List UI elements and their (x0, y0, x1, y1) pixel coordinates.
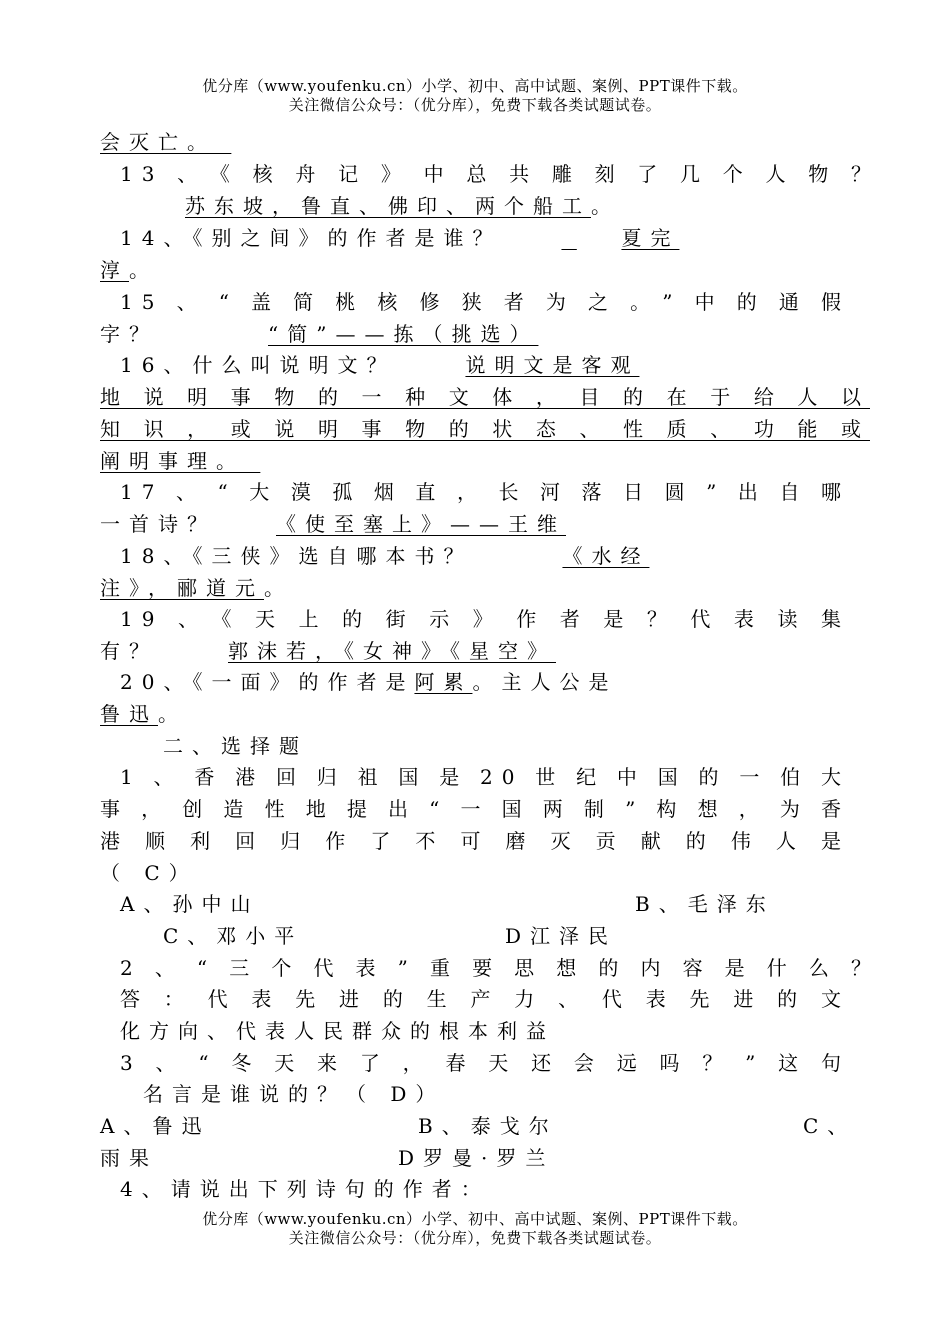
footer-line-1: 优分库（www.youfenku.cn）小学、初中、高中试题、案例、PPT课件下载。 (202, 1210, 748, 1228)
c1-line-3: 港顺利回归作了不可磨灭贡献的伟人是 (100, 829, 850, 853)
c2-answer-2: 化方向、代表人民群众的根本利益 (120, 1019, 555, 1043)
q18-answer: 注》，郦道元。 (100, 576, 293, 600)
header-line-1: 优分库（www.youfenku.cn）小学、初中、高中试题、案例、PPT课件下载。 (202, 77, 748, 95)
q16-answer-2: 地说明事物的一种文体，目的在于给人以 (100, 385, 870, 409)
c3-option-b: B、泰戈尔 (418, 1114, 558, 1138)
c1-option-b: B、毛泽东 (635, 892, 775, 916)
c1-option-a: A、孙中山 (120, 892, 260, 916)
c1-line-1: 1、香港回归祖国是20世纪中国的一伯大 (120, 765, 850, 789)
c1-answer: （ C） (100, 861, 198, 885)
header-line-2: 关注微信公众号：（优分库），免费下载各类试题试卷。 (288, 96, 662, 114)
c1-option-d: D江泽民 (505, 924, 618, 948)
q12-tail: 会灭亡。 (100, 130, 216, 154)
c3-option-d: D罗曼·罗兰 (398, 1146, 555, 1170)
q14-answer: 淳。 (100, 258, 158, 282)
c3-option-a: A、鲁迅 (100, 1114, 211, 1138)
c3-line-2: 名言是谁说的？（ D） (143, 1082, 445, 1106)
c3-option-c: C、 (803, 1114, 857, 1138)
c1-option-c: C、邓小平 (163, 924, 304, 948)
q19-answer: 有？ 郭沫若，《女神》《星空》 (100, 639, 556, 663)
c2-question: 2、“三个代表”重要思想的内容是什么？ (120, 956, 880, 980)
q15-question: 15、“盖简桃核修狭者为之。”中的通假 (120, 290, 850, 314)
c2-answer-1: 答：代表先进的生产力、代表先进的文 (120, 987, 850, 1011)
c3-option-c-text: 雨果 (100, 1146, 158, 1170)
section-2-title: 二、选择题 (163, 734, 308, 758)
q14-question: 14、《别之间》的作者是谁？ 夏完 (120, 226, 680, 250)
q16-answer-3: 知识，或说明事物的状态、性质、功能或 (100, 417, 870, 441)
c4-question: 4、请说出下列诗句的作者： (120, 1177, 490, 1201)
page-header (0, 77, 950, 115)
q17-answer: 一首诗？ 《使至塞上》——王维 (100, 512, 566, 536)
q13-question: 13、《核舟记》中总共雕刻了几个人物？ (120, 162, 880, 186)
q16-answer-4: 阐明事理。 (100, 449, 245, 473)
q16-question: 16、什么叫说明文？ 说明文是客观 (120, 353, 640, 377)
q17-question: 17、“大漠孤烟直，长河落日圆”出自哪 (120, 480, 850, 504)
c3-line-1: 3、“冬天来了，春天还会远吗？”这句 (120, 1051, 850, 1075)
q13-answer: 苏东坡，鲁直、佛印、两个船工。 (185, 194, 620, 218)
c1-line-2: 事，创造性地提出“一国两制”构想，为香 (100, 797, 850, 821)
q20-answer: 鲁迅。 (100, 702, 187, 726)
q15-answer: 字？ “简”——拣（挑选） (100, 322, 539, 346)
q18-question: 18、《三侠》选自哪本书？ 《水经 (120, 544, 650, 568)
q20-question: 20、《一面》的作者是阿累。主人公是 (120, 670, 618, 694)
footer-line-2: 关注微信公众号：（优分库），免费下载各类试题试卷。 (288, 1229, 662, 1247)
page-footer (0, 1210, 950, 1248)
q19-question: 19、《天上的街示》作者是？代表读集 (120, 607, 850, 631)
